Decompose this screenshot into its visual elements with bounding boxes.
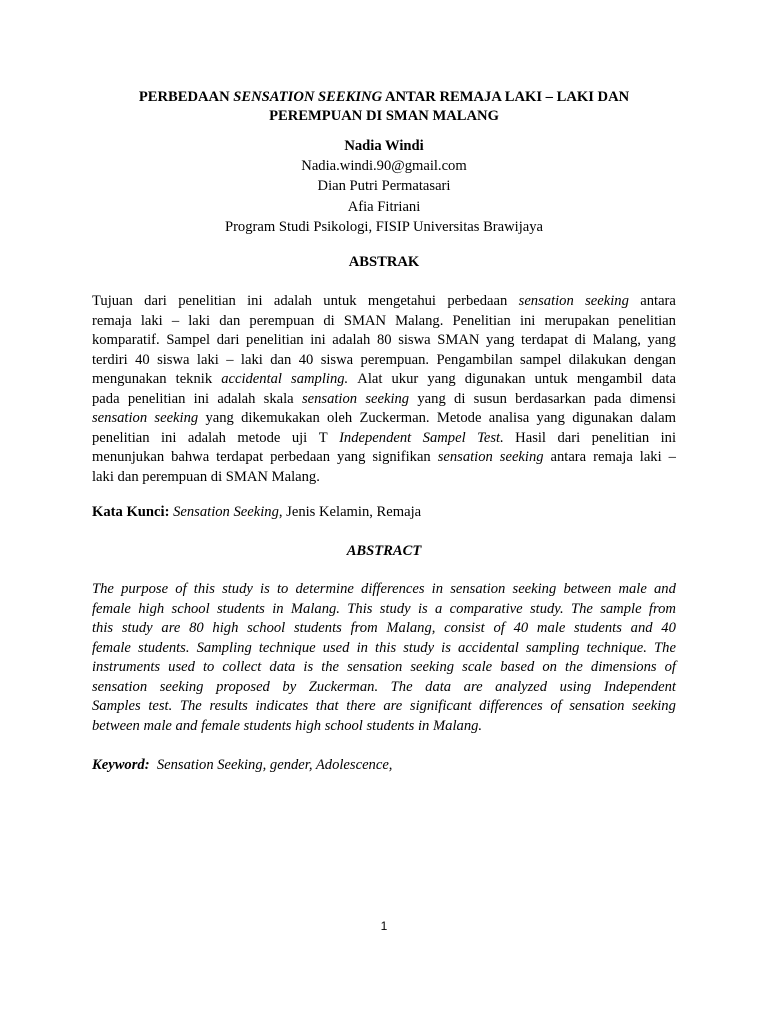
word: Malang, [592,332,641,348]
word: collect [222,659,262,675]
word: signifikan [372,449,431,465]
word: in [431,581,444,597]
word: siswa [398,332,431,348]
word: in [356,639,368,656]
kata-kunci-rest: , Jenis Kelamin, Remaja [278,504,422,520]
word: merupakan [544,312,610,329]
word: perempuan [142,468,208,485]
word: Hasil [515,429,546,446]
word: of [550,698,562,714]
word: purpose [121,581,169,597]
word: seeking [365,390,410,407]
word: dari [216,332,240,348]
word: dikemukakan [241,410,320,426]
word: perempuan [249,312,315,329]
text-line [92,639,676,659]
word: Penelitian [452,312,511,329]
word: laki [639,449,662,465]
word: seeking [159,678,204,695]
word: significant [409,698,472,714]
word: analyzed [495,678,548,695]
word: 40 [135,351,150,368]
word: bahwa [171,449,210,465]
word: based [500,659,535,675]
word: teknik [175,371,213,387]
author-email: Nadia.windi.90@gmail.com [301,158,467,175]
word: SMAN [225,468,268,485]
word: results [209,698,248,714]
text-line [92,409,676,429]
word: sensation [301,390,358,407]
word: differences [361,581,425,597]
word: comparative [449,600,523,617]
word: adalah [187,429,226,446]
word: adalah [217,390,256,407]
word: berdasarkan [515,390,586,407]
word: yang [205,410,234,426]
word: SMAN [437,332,480,348]
title-line-1 [92,88,676,107]
word: uji [291,429,308,446]
word: di [574,332,587,348]
word: laki [188,312,211,329]
word: pada [92,390,120,407]
word: between [563,581,612,597]
word: Test. [477,429,504,446]
word: T [318,429,328,446]
word: consist [444,620,485,636]
word: differences [479,698,543,714]
word: The [92,581,114,597]
keyword-line [92,756,676,776]
word: Alat [357,371,383,387]
paper-title [92,88,676,126]
word: laki [196,351,219,368]
title-italic-term: SENSATION SEEKING [233,89,383,105]
word: technique. [586,639,647,656]
word: school [171,600,210,617]
abstract-paragraph [92,580,676,736]
word: perbedaan [447,293,508,309]
word: that [315,698,339,714]
word: instruments [92,659,161,675]
word: the [321,659,340,675]
word: penelitian [92,429,150,446]
word: seeking [585,293,629,309]
word: school [324,717,363,734]
word: mengetahui [367,293,436,309]
word: perbedaan [270,449,331,465]
title-line-2: PEREMPUAN DI SMAN MALANG [269,108,499,124]
word: penelitian [178,293,236,309]
word: pada [593,390,622,407]
word: di [323,312,335,329]
word: ini [161,429,177,446]
word: – [226,351,234,368]
text-line [92,600,676,620]
word: data [425,678,452,695]
word: yang [337,449,366,465]
word: laki [92,468,114,485]
word: ini [193,390,210,407]
word: Independent [603,678,676,695]
keyword-text: Sensation Seeking, gender, Adolescence, [149,757,393,773]
word: ini [247,293,263,309]
word: menunjukan [92,449,165,465]
word: adalah [332,332,371,348]
word: dari [557,429,581,446]
word: used [322,639,350,656]
word: sensation [347,659,403,675]
word: sampel [520,351,562,368]
word: – [668,449,676,465]
word: laki [240,351,263,368]
word: di [454,390,466,407]
text-line [92,658,676,678]
word: technique [258,639,316,656]
abstrak-paragraph [92,292,676,487]
word: dilakukan [568,351,627,368]
word: female [92,639,131,656]
word: Samples [92,698,141,714]
word: high [212,620,239,636]
word: are [161,620,181,636]
word: mengambil [576,371,643,387]
word: – [171,312,180,329]
text-line [92,429,676,449]
kata-kunci-label: Kata Kunci: [92,504,170,520]
word: antara [640,293,676,309]
word: metode [237,429,281,446]
text-line [92,448,676,468]
keyword-label: Keyword: [92,757,150,773]
word: sensation [437,449,493,465]
text-line [92,678,676,698]
word: of [175,581,187,597]
word: The [570,600,593,617]
word: digunakan [572,410,633,426]
word: mengunakan [92,371,167,387]
word: from [350,620,378,636]
word: used [168,659,195,675]
word: sensation [92,678,148,695]
word: on [542,659,557,675]
word: The [654,639,676,656]
word: Malang. [433,717,483,734]
word: di [210,468,223,485]
word: Pengambilan [436,351,513,368]
word: this [375,639,397,656]
word: this [193,581,215,597]
word: susun [473,390,507,407]
text-line [92,697,676,717]
word: study [379,600,411,617]
text-line [92,468,676,488]
word: students [574,620,622,636]
word: seeking [512,581,557,597]
word: untuk [534,371,568,387]
word: this [92,620,114,636]
word: Sampling [196,639,252,656]
word: is [417,600,428,617]
word: school [247,620,286,636]
word: accidental [458,639,519,656]
kata-kunci-line [92,503,676,523]
word: test. [148,698,173,714]
word: siswa [157,351,190,368]
word: sensation [92,410,148,426]
word: This [347,600,373,617]
word: siswa [320,351,354,368]
word: antara [550,449,587,465]
word: there [346,698,376,714]
text-line [92,580,676,600]
word: is [260,581,270,597]
word: untuk [323,293,357,309]
word: high [138,600,165,617]
word: perempuan. [360,351,430,368]
word: is [441,639,451,656]
word: dengan [633,351,676,368]
abstrak-heading: ABSTRAK [348,254,420,270]
word: ini [519,312,536,329]
word: penelitian [127,390,186,407]
word: dan [219,312,241,329]
word: male [143,717,172,734]
word: Zuckerman. [359,410,430,426]
word: digunakan [464,371,526,387]
word: students [243,717,292,734]
word: yang [647,332,676,348]
word: Metode [436,410,482,426]
word: seeking [154,410,199,426]
word: Malang. [271,468,320,485]
word: seeking [632,698,676,714]
word: ini [310,332,326,348]
co-author: Afia Fitriani [347,198,421,215]
word: Sampel [422,429,466,446]
kata-kunci-term: Sensation Seeking [173,504,279,520]
word: sensation [569,698,625,714]
word: dan [270,351,292,368]
word: komparatif. [92,332,160,348]
word: scale [462,659,493,675]
word: and [175,717,198,734]
word: terdiri [92,351,128,368]
text-line [92,717,676,737]
word: between [92,717,140,734]
word: terdapat [216,449,264,465]
word: The [390,678,413,695]
word: sampling [525,639,580,656]
word: yang [536,410,565,426]
word: penelitian [246,332,304,348]
word: Zuckerman. [308,678,379,695]
word: a [435,600,443,617]
word: yang [427,371,456,387]
word: using [559,678,592,695]
text-line [92,390,676,410]
text-line [92,292,676,312]
word: yang [486,332,515,348]
word: of [493,620,505,636]
word: terdapat [521,332,569,348]
word: skala [263,390,294,407]
word: in [272,600,284,617]
word: female [92,600,131,617]
word: study [222,581,253,597]
word: dari [144,293,167,309]
word: Tujuan [92,293,133,309]
word: proposed [216,678,270,695]
word: students. [138,639,190,656]
word: to [203,659,215,675]
word: is [303,659,314,675]
word: of [664,659,676,675]
word: students [366,717,415,734]
word: yang [417,390,446,407]
word: high [295,717,322,734]
word: data [269,659,296,675]
word: 40 [661,620,676,636]
word: sample [600,600,642,617]
word: ini [660,429,676,446]
word: to [276,581,289,597]
word: Malang. [395,312,444,329]
word: from [648,600,676,617]
word: laki [140,312,163,329]
word: dimensi [629,390,676,407]
word: penelitian [591,429,650,446]
word: The [179,698,202,714]
abstract-heading: ABSTRACT [346,543,422,559]
word: study [403,639,435,656]
page-number: 1 [380,919,388,933]
word: are [383,698,403,714]
word: male [536,620,566,636]
word: 80 [376,332,392,348]
word: dalam [640,410,676,426]
word: study. [529,600,564,617]
word: ukur [391,371,419,387]
word: adalah [273,293,312,309]
author-block [92,136,676,237]
word: indicates [255,698,309,714]
word: the [564,659,583,675]
word: dan [117,468,139,485]
text-line [92,312,676,332]
word: Malang. [290,600,340,617]
text-line [92,351,676,371]
word: oleh [327,410,353,426]
word: sensation [518,293,574,309]
word: 40 [298,351,314,368]
text-line [92,619,676,639]
text-line [92,331,676,351]
word: study [121,620,153,636]
word: remaja [92,312,132,329]
word: Malang, [386,620,436,636]
word: by [282,678,297,695]
word: penelitian [618,312,676,329]
word: seeking [499,449,544,465]
word: are [463,678,483,695]
main-author: Nadia Windi [344,138,424,154]
word: sampling. [291,371,349,387]
word: 40 [513,620,529,636]
word: 80 [189,620,204,636]
word: Sampel [166,332,211,348]
word: remaja [593,449,633,465]
word: data [651,371,676,387]
word: students [217,600,265,617]
title-text: ANTAR REMAJA LAKI – LAKI DAN [382,89,630,105]
affiliation: Program Studi Psikologi, FISIP Universitas Brawijaya [224,218,544,235]
title-text: PERBEDAAN [138,89,234,105]
word: Independent [339,429,412,446]
word: students [293,620,342,636]
word: SMAN [343,312,386,329]
word: in [418,717,430,734]
co-author: Dian Putri Permatasari [317,178,451,195]
word: sensation [450,581,506,597]
word: accidental [221,371,282,387]
text-line [92,370,676,390]
word: dimensions [590,659,657,675]
word: seeking [410,659,455,675]
word: determine [295,581,354,597]
word: male [618,581,647,597]
word: and [630,620,653,636]
word: analisa [488,410,530,426]
word: female [201,717,240,734]
word: and [654,581,676,597]
